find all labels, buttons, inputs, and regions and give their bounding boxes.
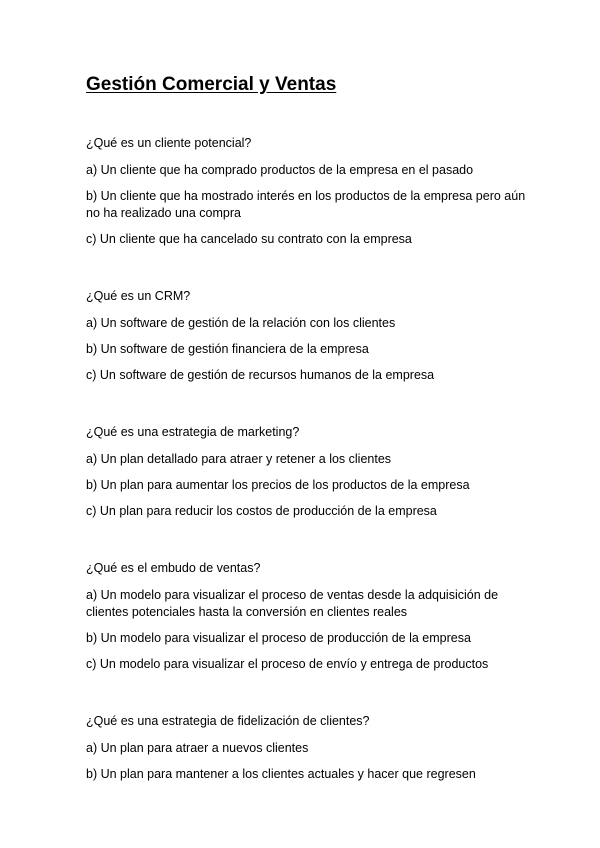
answer-option: b) Un plan para mantener a los clientes actuales y hacer que regresen: [86, 767, 476, 781]
answer-option: c) Un modelo para visualizar el proceso de envío y entrega de productos: [86, 657, 489, 671]
question-text: ¿Qué es el embudo de ventas?: [86, 561, 261, 575]
answer-option: c) Un plan para reducir los costos de producción de la empresa: [86, 504, 437, 518]
question-block-3: [86, 424, 530, 520]
question-text: ¿Qué es un CRM?: [86, 289, 191, 303]
document-title: Gestión Comercial y Ventas: [86, 74, 337, 95]
question-text: ¿Qué es una estrategia de fidelización de clientes?: [86, 714, 370, 728]
question-block-5: [86, 713, 530, 783]
answer-option: a) Un cliente que ha comprado productos de la empresa en el pasado: [86, 163, 474, 177]
answer-option: c) Un cliente que ha cancelado su contrato con la empresa: [86, 232, 412, 246]
question-block-2: [86, 288, 530, 384]
answer-option: b) Un modelo para visualizar el proceso de producción de la empresa: [86, 631, 471, 645]
answer-option: a) Un plan detallado para atraer y retener a los clientes: [86, 452, 392, 466]
answer-option: a) Un plan para atraer a nuevos clientes: [86, 741, 309, 755]
question-text: ¿Qué es un cliente potencial?: [86, 136, 252, 150]
question-block-1: [86, 135, 530, 248]
answer-option: c) Un software de gestión de recursos humanos de la empresa: [86, 368, 435, 382]
answer-option: b) Un software de gestión financiera de la empresa: [86, 342, 369, 356]
answer-option: b) Un plan para aumentar los precios de los productos de la empresa: [86, 478, 470, 492]
answer-option: a) Un software de gestión de la relación con los clientes: [86, 316, 396, 330]
question-text: ¿Qué es una estrategia de marketing?: [86, 425, 300, 439]
answer-option: a) Un modelo para visualizar el proceso de ventas desde la adquisición de clientes potenciales hasta la conversión en clientes reales: [86, 588, 499, 619]
question-block-4: [86, 560, 530, 673]
answer-option: b) Un cliente que ha mostrado interés en los productos de la empresa pero aún no ha realizado una compra: [86, 189, 526, 220]
